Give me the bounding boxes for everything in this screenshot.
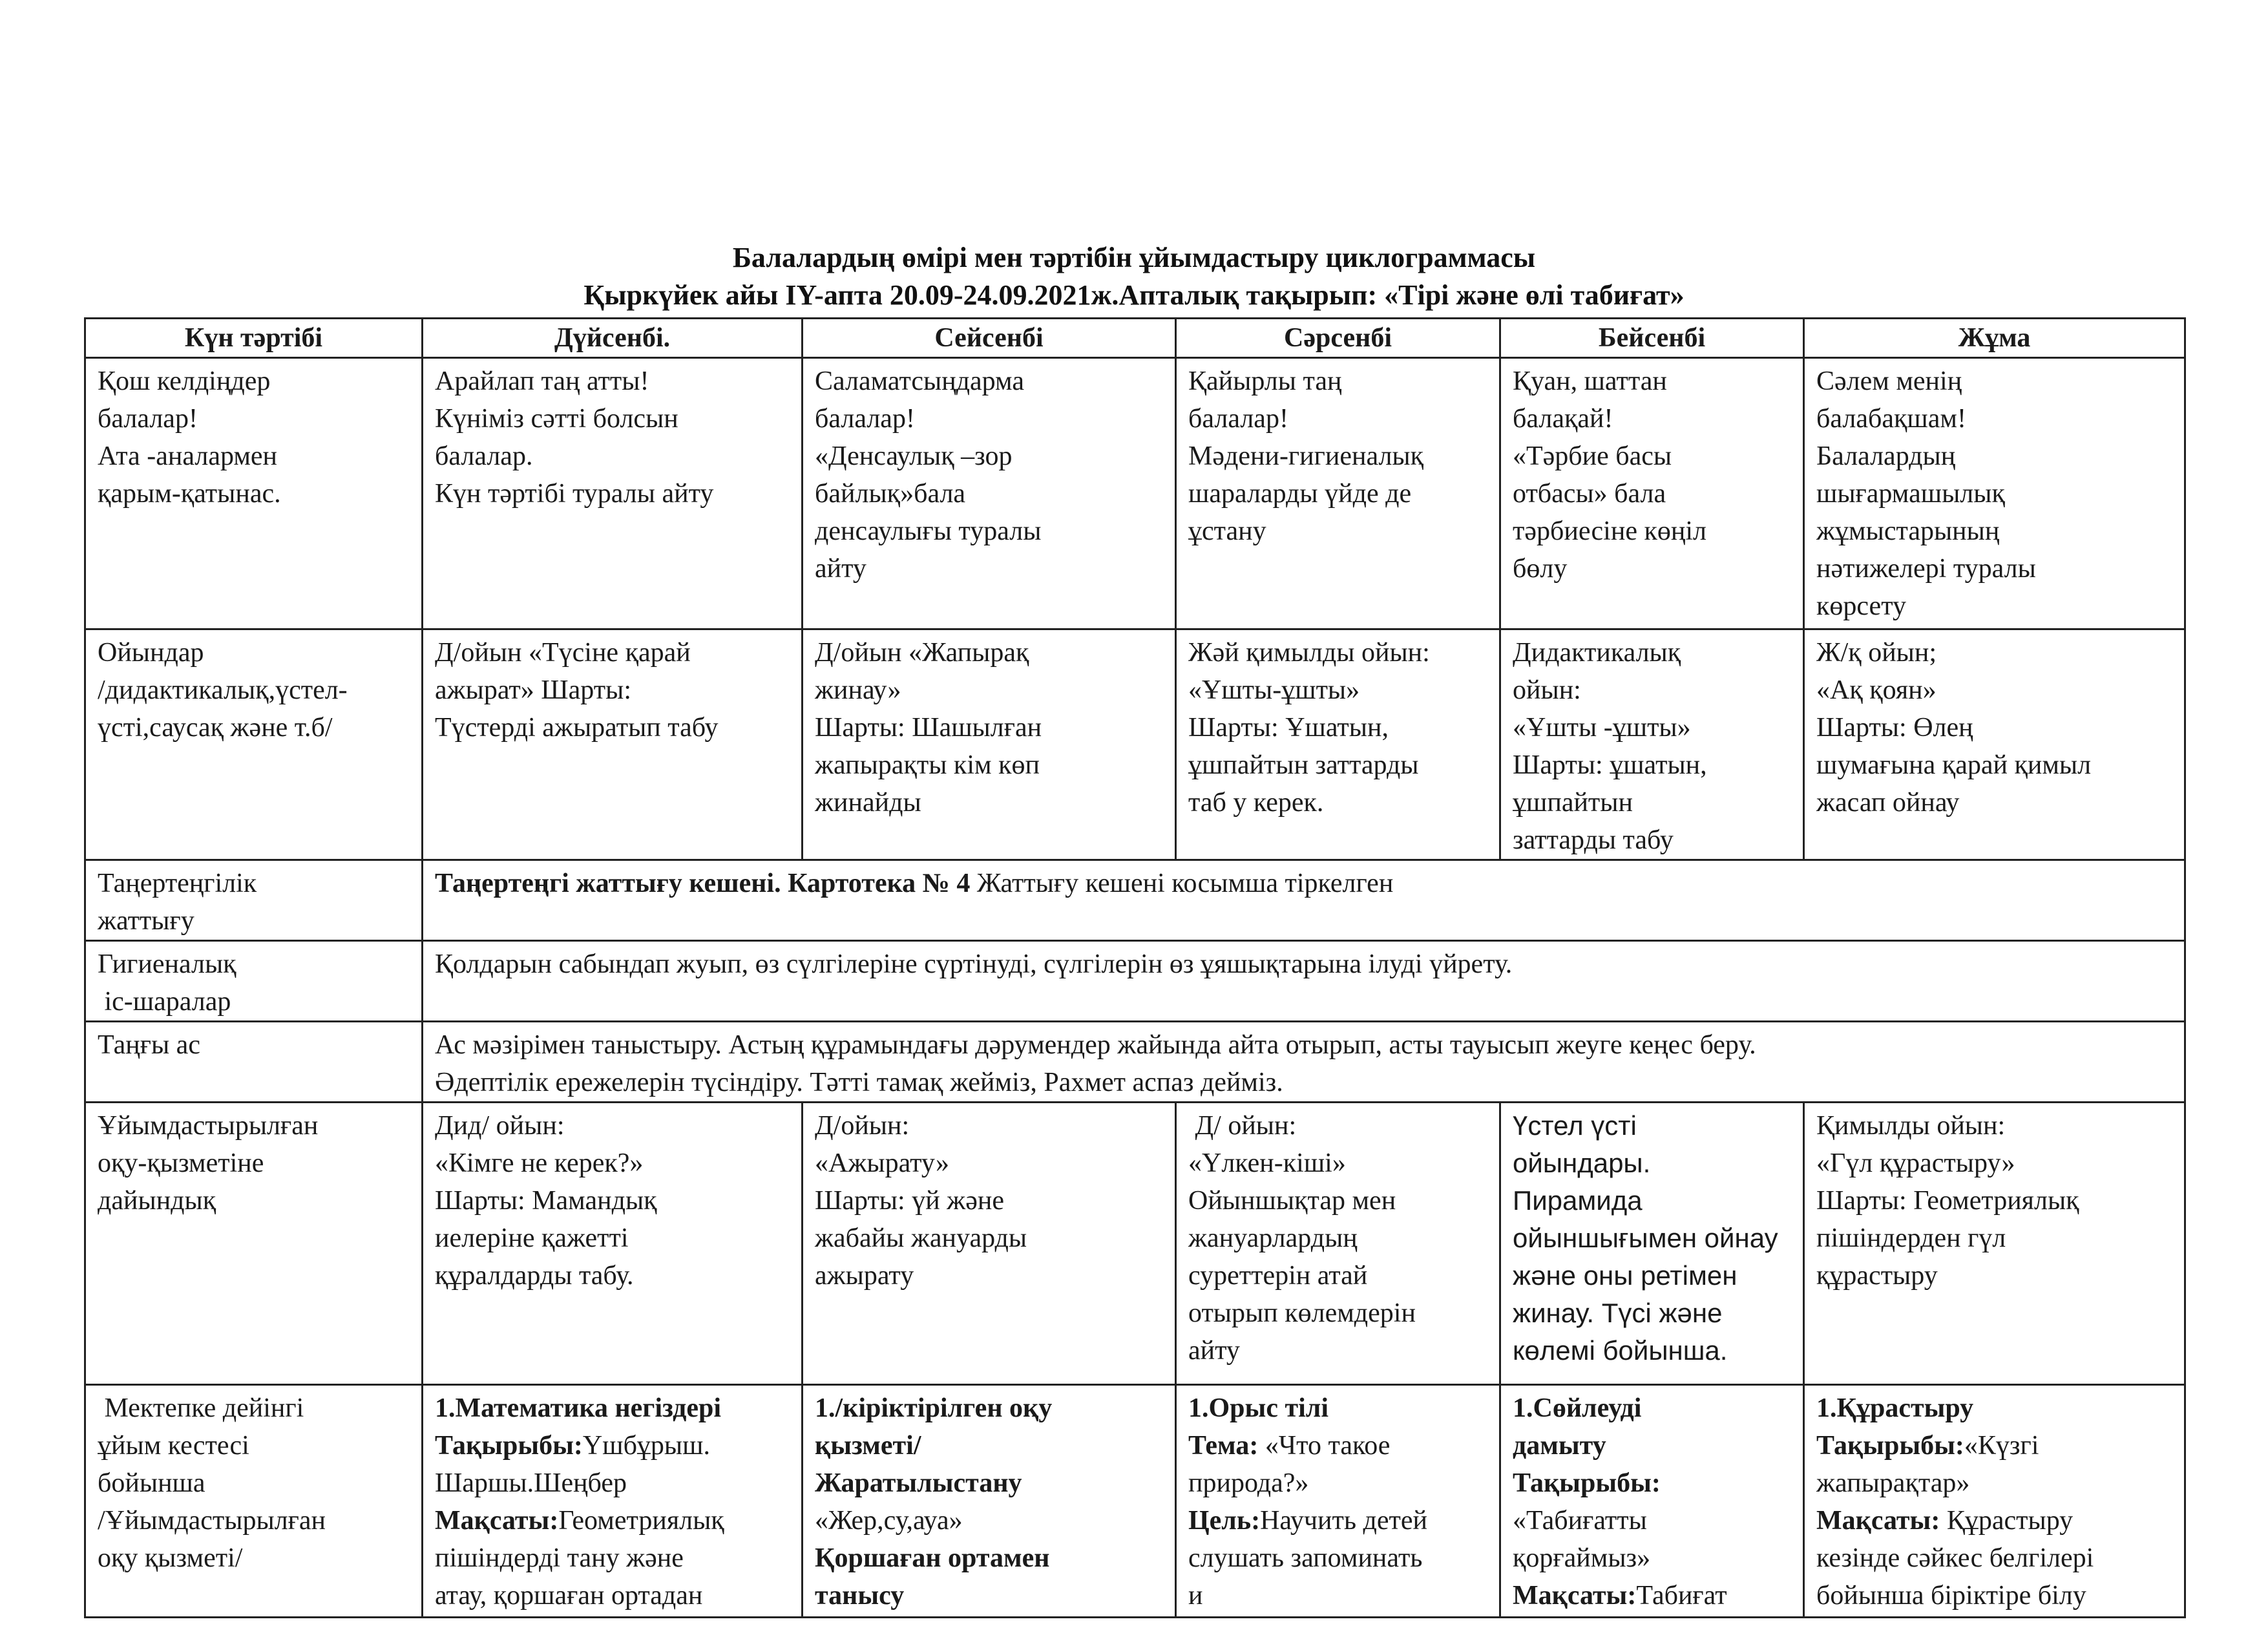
games-wednesday-line: «Ұшты-ұшты» xyxy=(1188,675,1360,705)
greeting-wednesday xyxy=(1176,358,1500,629)
greeting-friday-line: Балалардың xyxy=(1816,441,1956,471)
games-wednesday-line: таб у керек. xyxy=(1188,788,1324,818)
schedule-label-line: Мектепке дейінгі xyxy=(98,1393,304,1423)
games-wednesday-line: ұшпайтын заттарды xyxy=(1188,750,1419,780)
greeting-monday-line: Күніміз сәтті болсын xyxy=(435,404,678,434)
prep-tuesday-line: Д/ойын: xyxy=(815,1111,910,1141)
breakfast-label xyxy=(85,1022,423,1103)
games-thursday-line: Дидактикалық xyxy=(1513,638,1681,668)
greeting-tuesday-line: денсаулығы туралы xyxy=(815,516,1042,546)
schedule-friday-subject: 1.Құрастыру xyxy=(1816,1393,1974,1423)
topic-label: Тақырыбы: xyxy=(1816,1431,1964,1461)
header-wednesday: Сәрсенбі xyxy=(1176,319,1500,358)
breakfast-label-line: Таңғы ас xyxy=(98,1030,200,1060)
prep-thursday-line: Үстел үсті xyxy=(1513,1110,1637,1141)
greeting-label-line: қарым-қатынас. xyxy=(98,479,281,509)
schedule-label-line: /Ұйымдастырылған xyxy=(98,1506,326,1536)
exercise-content xyxy=(423,860,2185,941)
prep-tuesday-line: ажырату xyxy=(815,1261,914,1291)
breakfast-content xyxy=(423,1022,2185,1103)
prep-thursday-line: көлемі бойынша. xyxy=(1513,1335,1728,1366)
goal-value: Құрастыру xyxy=(1940,1506,2074,1536)
greeting-monday-line: балалар. xyxy=(435,441,533,471)
schedule-monday-topic xyxy=(435,1427,790,1464)
games-monday-line: ажырат» Шарты: xyxy=(435,675,631,705)
prep-friday-line: «Гүл құрастыру» xyxy=(1816,1148,2015,1178)
games-tuesday-line: Д/ойын «Жапырақ xyxy=(815,638,1029,668)
greeting-friday-line: шығармашылық xyxy=(1816,479,2005,509)
schedule-wednesday xyxy=(1176,1385,1500,1618)
games-friday-line: жасап ойнау xyxy=(1816,788,1960,818)
row-morning-exercise xyxy=(85,860,2185,941)
prep-monday-line: құралдарды табу. xyxy=(435,1261,634,1291)
schedule-monday xyxy=(423,1385,803,1618)
prep-monday-line: Дид/ ойын: xyxy=(435,1111,565,1141)
schedule-thursday-line: қорғаймыз» xyxy=(1513,1543,1651,1573)
greeting-tuesday-line: «Денсаулық –зор xyxy=(815,441,1013,471)
prep-thursday-line: Пирамида xyxy=(1513,1185,1643,1216)
prep-thursday-line: жинау. Түсі және xyxy=(1513,1298,1723,1328)
prep-friday-line: Қимылды ойын: xyxy=(1816,1111,2006,1141)
header-tuesday: Сейсенбі xyxy=(803,319,1176,358)
prep-label-line: Ұйымдастырылған xyxy=(98,1111,319,1141)
goal-value: Геометриялық xyxy=(558,1506,724,1536)
prep-tuesday-line: «Ажырату» xyxy=(815,1148,949,1178)
schedule-label-line: оқу қызметі/ xyxy=(98,1543,243,1573)
schedule-label-line: ұйым кестесі xyxy=(98,1431,249,1461)
greeting-friday xyxy=(1804,358,2185,629)
schedule-thursday-line: «Табиғатты xyxy=(1513,1506,1647,1536)
schedule-thursday xyxy=(1500,1385,1804,1618)
games-friday-line: Ж/қ ойын; xyxy=(1816,638,1937,668)
schedule-friday-goal xyxy=(1816,1502,2172,1539)
row-schedule xyxy=(85,1385,2185,1618)
row-greeting xyxy=(85,358,2185,629)
topic-value: «Күзгі xyxy=(1964,1431,2039,1461)
topic-label: Тақырыбы: xyxy=(435,1431,583,1461)
goal-label: Цель: xyxy=(1188,1506,1261,1536)
schedule-wednesday-subject: 1.Орыс тілі xyxy=(1188,1393,1328,1423)
greeting-tuesday-line: байлық»бала xyxy=(815,479,966,509)
prep-monday-line: «Кімге не керек?» xyxy=(435,1148,644,1178)
games-thursday-line: «Ұшты -ұшты» xyxy=(1513,713,1691,743)
schedule-label-line: бойынша xyxy=(98,1468,205,1498)
games-tuesday-line: жапырақты кім көп xyxy=(815,750,1040,780)
schedule-monday-subject: 1.Математика негіздері xyxy=(435,1393,722,1423)
greeting-monday xyxy=(423,358,803,629)
header-friday: Жұма xyxy=(1804,319,2185,358)
goal-label: Мақсаты: xyxy=(1816,1506,1940,1536)
games-friday-line: шумағына қарай қимыл xyxy=(1816,750,2092,780)
games-label-line: үсті,саусақ және т.б/ xyxy=(98,713,333,743)
row-preparation xyxy=(85,1103,2185,1385)
topic-value: «Что такое xyxy=(1258,1431,1391,1461)
games-tuesday-line: жинайды xyxy=(815,788,921,818)
greeting-friday-line: нәтижелері туралы xyxy=(1816,554,2036,584)
schedule-tuesday-line: Қоршаған ортамен xyxy=(815,1543,1050,1573)
schedule-tuesday-line: танысу xyxy=(815,1581,905,1611)
prep-monday-line: иелеріне қажетті xyxy=(435,1223,629,1253)
schedule-label xyxy=(85,1385,423,1618)
topic-label: Тема: xyxy=(1188,1431,1259,1461)
prep-friday-line: пішіндерден гүл xyxy=(1816,1223,2006,1253)
greeting-tuesday-line: балалар! xyxy=(815,404,915,434)
greeting-thursday-line: бөлу xyxy=(1513,554,1568,584)
schedule-monday-line: Шаршы.Шеңбер xyxy=(435,1468,627,1498)
schedule-tuesday xyxy=(803,1385,1176,1618)
games-tuesday-line: жинау» xyxy=(815,675,901,705)
schedule-thursday-line: Тақырыбы: xyxy=(1513,1468,1661,1498)
header-thursday: Бейсенбі xyxy=(1500,319,1804,358)
schedule-thursday-goal xyxy=(1513,1577,1791,1614)
prep-friday xyxy=(1804,1103,2185,1385)
topic-value: Үшбұрыш. xyxy=(582,1431,710,1461)
prep-wednesday-line: айту xyxy=(1188,1336,1240,1366)
games-wednesday xyxy=(1176,629,1500,860)
goal-label: Мақсаты: xyxy=(1513,1581,1637,1611)
prep-monday-line: Шарты: Мамандық xyxy=(435,1186,657,1216)
prep-wednesday-line: Д/ ойын: xyxy=(1188,1111,1297,1141)
greeting-thursday-line: тәрбиесіне көңіл xyxy=(1513,516,1706,546)
games-label xyxy=(85,629,423,860)
schedule-tuesday-line: 1./кіріктірілген оқу xyxy=(815,1393,1053,1423)
header-row xyxy=(85,319,2185,358)
schedule-friday xyxy=(1804,1385,2185,1618)
games-thursday-line: Шарты: ұшатын, xyxy=(1513,750,1707,780)
games-friday-line: Шарты: Өлең xyxy=(1816,713,1973,743)
greeting-label-line: Қош келдіңдер xyxy=(98,366,271,396)
greeting-monday-line: Күн тәртібі туралы айту xyxy=(435,479,714,509)
greeting-wednesday-line: шараларды үйде де xyxy=(1188,479,1412,509)
prep-label-line: оқу-қызметіне xyxy=(98,1148,264,1178)
title-line-2: Қыркүйек айы IY-апта 20.09-24.09.2021ж.Апталық тақырып: «Тірі және өлі табиғат» xyxy=(583,279,1685,311)
schedule-monday-goal xyxy=(435,1502,790,1539)
prep-thursday-line: ойындары. xyxy=(1513,1148,1651,1178)
games-thursday-line: ұшпайтын xyxy=(1513,788,1633,818)
exercise-label xyxy=(85,860,423,941)
hygiene-content: Қолдарын сабындап жуып, өз сүлгілеріне сүртінуді, сүлгілерін өз ұяшықтарына ілуді үйрету. xyxy=(423,941,2185,1022)
games-friday-line: «Ақ қоян» xyxy=(1816,675,1937,705)
games-thursday-line: заттарды табу xyxy=(1513,825,1674,855)
schedule-monday-line: атау, қоршаған ортадан xyxy=(435,1581,703,1611)
prep-wednesday-line: «Үлкен-кіші» xyxy=(1188,1148,1346,1178)
greeting-thursday-line: Қуан, шаттан xyxy=(1513,366,1667,396)
schedule-friday-line: бойынша біріктіре білу xyxy=(1816,1581,2086,1611)
games-friday xyxy=(1804,629,2185,860)
greeting-thursday-line: балақай! xyxy=(1513,404,1613,434)
greeting-friday-line: жұмыстарының xyxy=(1816,516,2000,546)
exercise-label-line: Таңертеңгілік xyxy=(98,869,257,898)
prep-label-line: дайындық xyxy=(98,1186,216,1216)
prep-wednesday-line: жануарлардың xyxy=(1188,1223,1358,1253)
games-thursday-line: ойын: xyxy=(1513,675,1581,705)
schedule-tuesday-line: «Жер,су,ауа» xyxy=(815,1506,963,1536)
prep-label xyxy=(85,1103,423,1385)
prep-wednesday-line: суреттерін атай xyxy=(1188,1261,1368,1291)
exercise-bold-text: Таңертеңгі жаттығу кешені. Картотека № 4 xyxy=(435,869,971,898)
schedule-tuesday-line: қызметі/ xyxy=(815,1431,921,1461)
greeting-label-line: Ата -аналармен xyxy=(98,441,278,471)
row-hygiene xyxy=(85,941,2185,1022)
prep-tuesday xyxy=(803,1103,1176,1385)
prep-wednesday-line: Ойыншықтар мен xyxy=(1188,1186,1396,1216)
schedule-friday-line: кезінде сәйкес белгілері xyxy=(1816,1543,2094,1573)
row-games xyxy=(85,629,2185,860)
prep-wednesday-line: отырып көлемдерін xyxy=(1188,1298,1416,1328)
greeting-thursday-line: отбасы» бала xyxy=(1513,479,1666,509)
games-monday-line: Д/ойын «Түсіне қарай xyxy=(435,638,691,668)
games-wednesday-line: Жәй қимылды ойын: xyxy=(1188,638,1430,668)
greeting-tuesday-line: Саламатсыңдарма xyxy=(815,366,1024,396)
games-monday xyxy=(423,629,803,860)
hygiene-label xyxy=(85,941,423,1022)
greeting-wednesday-line: ұстану xyxy=(1188,516,1266,546)
cyclogram-table xyxy=(84,317,2186,1618)
header-daily-routine: Күн тәртібі xyxy=(85,319,423,358)
row-breakfast xyxy=(85,1022,2185,1103)
prep-wednesday xyxy=(1176,1103,1500,1385)
games-tuesday xyxy=(803,629,1176,860)
prep-thursday-line: және оны ретімен xyxy=(1513,1260,1738,1291)
exercise-normal-text: Жаттығу кешені косымша тіркелген xyxy=(970,869,1394,898)
goal-value: Научить детей xyxy=(1260,1506,1428,1536)
hygiene-label-line: іс-шаралар xyxy=(98,987,231,1017)
schedule-friday-topic xyxy=(1816,1427,2172,1464)
header-monday: Дүйсенбі. xyxy=(423,319,803,358)
schedule-wednesday-topic xyxy=(1188,1427,1487,1464)
games-wednesday-line: Шарты: Ұшатын, xyxy=(1188,713,1389,743)
schedule-wednesday-goal xyxy=(1188,1502,1487,1539)
goal-value: Табиғат xyxy=(1636,1581,1727,1611)
prep-monday xyxy=(423,1103,803,1385)
greeting-label-line: балалар! xyxy=(98,404,198,434)
games-thursday xyxy=(1500,629,1804,860)
prep-tuesday-line: Шарты: үй және xyxy=(815,1186,1004,1216)
title-line-1: Балалардың өмірі мен тәртібін ұйымдастыру циклограммасы xyxy=(732,242,1536,273)
prep-thursday xyxy=(1500,1103,1804,1385)
schedule-thursday-line: 1.Сөйлеуді xyxy=(1513,1393,1642,1423)
schedule-wednesday-line: и xyxy=(1188,1581,1203,1611)
schedule-wednesday-line: слушать запоминать xyxy=(1188,1543,1423,1573)
games-tuesday-line: Шарты: Шашылған xyxy=(815,713,1042,743)
breakfast-line: Әдептілік ережелерін түсіндіру. Тәтті тамақ жейміз, Рахмет аспаз дейміз. xyxy=(435,1068,1283,1097)
greeting-friday-line: Сәлем менің xyxy=(1816,366,1962,396)
greeting-tuesday-line: айту xyxy=(815,554,866,584)
greeting-friday-line: көрсету xyxy=(1816,591,1907,621)
prep-thursday-line: ойыншығымен ойнау xyxy=(1513,1223,1778,1253)
greeting-monday-line: Арайлап таң атты! xyxy=(435,366,649,396)
greeting-thursday-line: «Тәрбие басы xyxy=(1513,441,1672,471)
greeting-thursday xyxy=(1500,358,1804,629)
greeting-wednesday-line: Қайырлы таң xyxy=(1188,366,1342,396)
prep-friday-line: Шарты: Геометриялық xyxy=(1816,1186,2079,1216)
greeting-label xyxy=(85,358,423,629)
prep-friday-line: құрастыру xyxy=(1816,1261,1938,1291)
schedule-tuesday-line: Жаратылыстану xyxy=(815,1468,1022,1498)
greeting-wednesday-line: Мәдени-гигиеналық xyxy=(1188,441,1424,471)
games-monday-line: Түстерді ажыратып табу xyxy=(435,713,719,743)
schedule-monday-line: пішіндерді тану және xyxy=(435,1543,684,1573)
schedule-thursday-line: дамыту xyxy=(1513,1431,1606,1461)
hygiene-label-line: Гигиеналық xyxy=(98,949,236,979)
greeting-friday-line: балабақшам! xyxy=(1816,404,1966,434)
exercise-label-line: жаттығу xyxy=(98,906,194,936)
greeting-wednesday-line: балалар! xyxy=(1188,404,1288,434)
games-label-line: Ойындар xyxy=(98,638,204,668)
greeting-tuesday xyxy=(803,358,1176,629)
prep-tuesday-line: жабайы жануарды xyxy=(815,1223,1027,1253)
games-label-line: /дидактикалық,үстел- xyxy=(98,675,348,705)
schedule-friday-line: жапырақтар» xyxy=(1816,1468,1970,1498)
document-title xyxy=(84,239,2184,314)
breakfast-line: Ас мәзірімен таныстыру. Астың құрамындағы дәрумендер жайында айта отырып, асты тауысып жеуге кеңес беру. xyxy=(435,1030,1756,1060)
goal-label: Мақсаты: xyxy=(435,1506,559,1536)
schedule-wednesday-line: природа?» xyxy=(1188,1468,1309,1498)
